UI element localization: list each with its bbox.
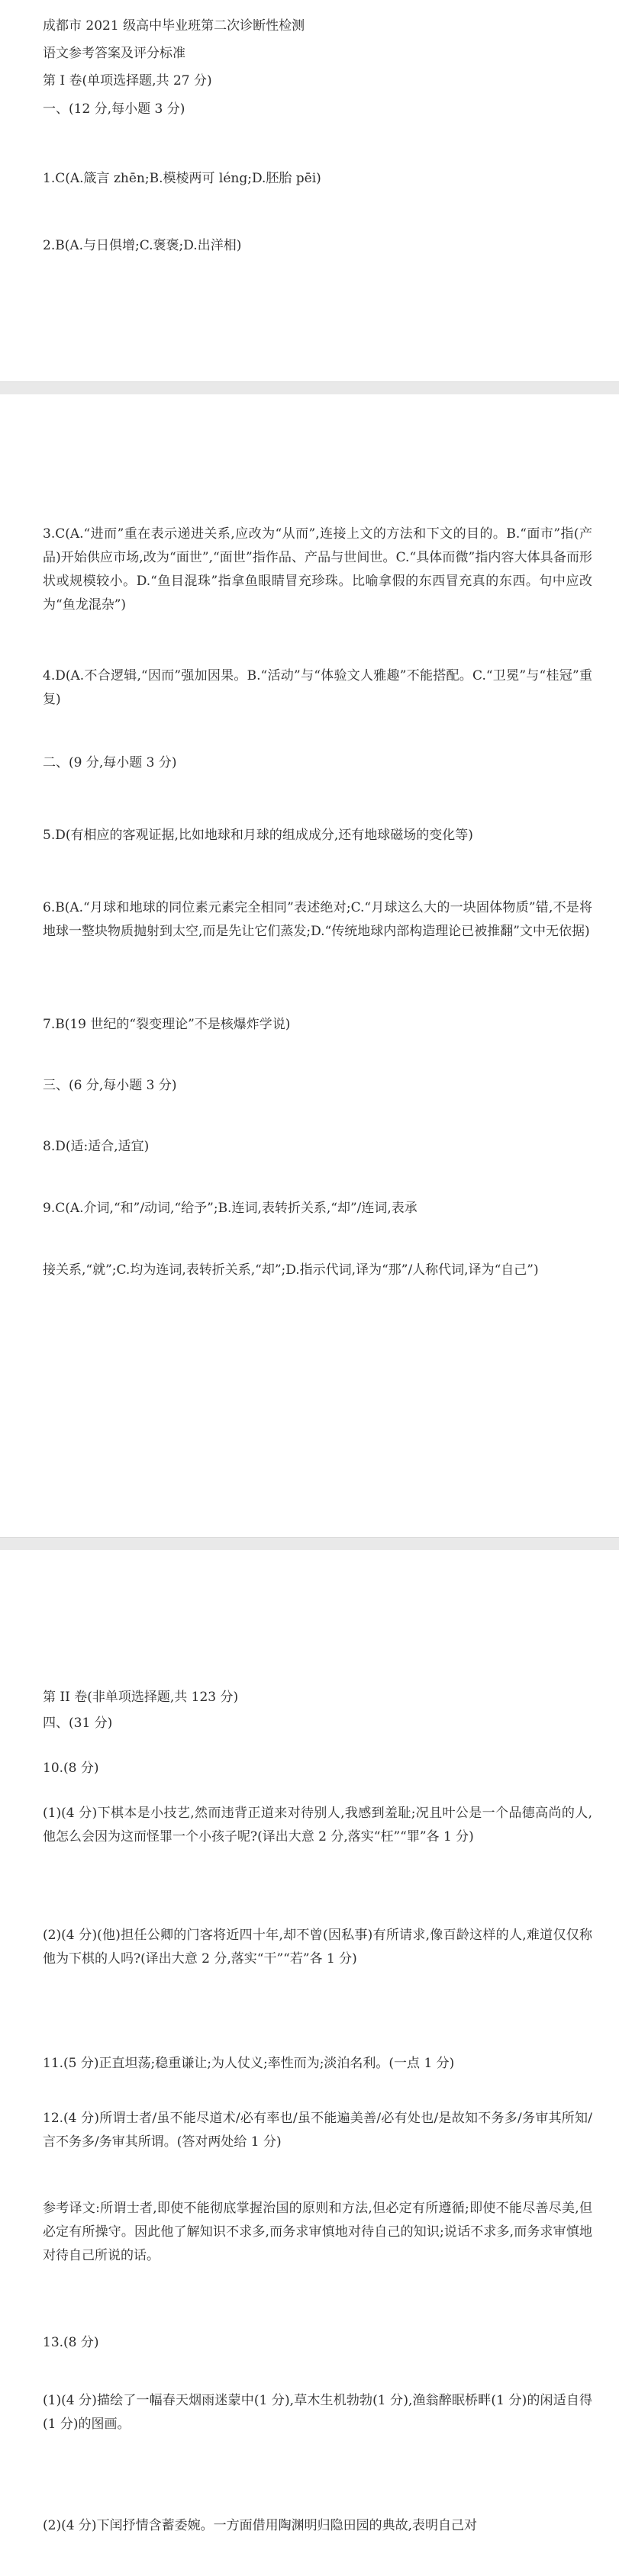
answer-item: 1.C(A.箴言 zhēn;B.模棱两可 léng;D.胚胎 pēi) [43,171,321,186]
page-3 [0,1550,619,2576]
answer-item: 11.(5 分)正直坦荡;稳重谦让;为人仗义;率性而为;淡泊名利。(一点 1 分) [43,2056,455,2071]
answer-item: 4.D(A.不合逻辑,“因而”强加因果。B.“活动”与“体验文人雅趣”不能搭配。C.“卫冕”与“桂冠”重复) [43,668,592,707]
answer-item: 10.(8 分) [43,1761,99,1776]
answer-item: 6.B(A.“月球和地球的同位素元素完全相同”表述绝对;C.“月球这么大的一块固体物质”错,不是将地球一整块物质抛射到太空,而是先让它们蒸发;D.“传统地球内部构造理论已被推翻”文中无依据) [43,900,592,939]
page-1 [0,0,619,381]
answer-item: (1)(4 分)描绘了一幅春天烟雨迷蒙中(1 分),草木生机勃勃(1 分),渔翁醉眠桥畔(1 分)的闲适自得(1 分)的图画。 [43,2393,592,2432]
doc-title: 成都市 2021 级高中毕业班第二次诊断性检测 [43,18,305,34]
answer-item: 5.D(有相应的客观证据,比如地球和月球的组成成分,还有地球磁场的变化等) [43,828,473,843]
answer-item: (1)(4 分)下棋本是小技艺,然而违背正道来对待别人,我感到羞耻;况且叶公是一个品德高尚的人,他怎么会因为这而怪罪一个小孩子呢?(译出大意 2 分,落实“枉”“罪”各 1 分) [43,1806,592,1844]
doc-subtitle: 语文参考答案及评分标准 [43,46,185,61]
section-heading: 二、(9 分,每小题 3 分) [43,755,177,770]
answer-item: 9.C(A.介词,“和”/动词,“给予”;B.连词,表转折关系,“却”/连词,表承 [43,1201,418,1216]
section-heading: 四、(31 分) [43,1716,113,1731]
part-heading: 第 I 卷(单项选择题,共 27 分) [43,73,212,88]
answer-item: 8.D(适:适合,适宜) [43,1139,150,1154]
answer-item: 7.B(19 世纪的“裂变理论”不是核爆炸学说) [43,1017,291,1032]
section-heading: 一、(12 分,每小题 3 分) [43,101,185,117]
section-heading: 三、(6 分,每小题 3 分) [43,1078,177,1093]
page-break [0,381,619,395]
part-heading: 第 II 卷(非单项选择题,共 123 分) [43,1690,239,1705]
page-2 [0,394,619,1536]
answer-item: 2.B(A.与日俱增;C.褒褒;D.出洋相) [43,238,242,253]
answer-item: (2)(4 分)下闰抒情含蓄委婉。一方面借用陶渊明归隐田园的典故,表明自己对 [43,2518,477,2533]
answer-item: 3.C(A.“进而”重在表示递进关系,应改为“从而”,连接上文的方法和下文的目的。B.“面市”指(产品)开始供应市场,改为“面世”,“面世”指作品、产品与世间世。C.“具体而微”指内容大体具备而形状或规模较小。D.“鱼目混珠”指拿鱼眼睛冒充珍珠。比喻拿假的东西冒充真的东西。句中应改为“鱼龙混杂”) [43,526,592,613]
page-break [0,1537,619,1551]
answer-item: 12.(4 分)所谓士者/虽不能尽道术/必有率也/虽不能遍美善/必有处也/是故知不务多/务审其所知/言不务多/务审其所谓。(答对两处给 1 分) [43,2111,592,2150]
answer-item: 接关系,“就”;C.均为连词,表转折关系,“却”;D.指示代词,译为“那”/人称代词,译为“自己”) [43,1262,539,1278]
answer-item: (2)(4 分)(他)担任公卿的门客将近四十年,却不曾(因私事)有所请求,像百龄这样的人,难道仅仅称他为下棋的人吗?(译出大意 2 分,落实“干”“若”各 1 分) [43,1928,592,1967]
answer-item: 13.(8 分) [43,2335,99,2350]
translation-text: 参考译文:所谓士者,即使不能彻底掌握治国的原则和方法,但必定有所遵循;即使不能尽善尽美,但必定有所操守。因此他了解知识不求多,而务求审慎地对待自己的知识;说话不求多,而务求审慎地对待自己所说的话。 [43,2201,592,2263]
